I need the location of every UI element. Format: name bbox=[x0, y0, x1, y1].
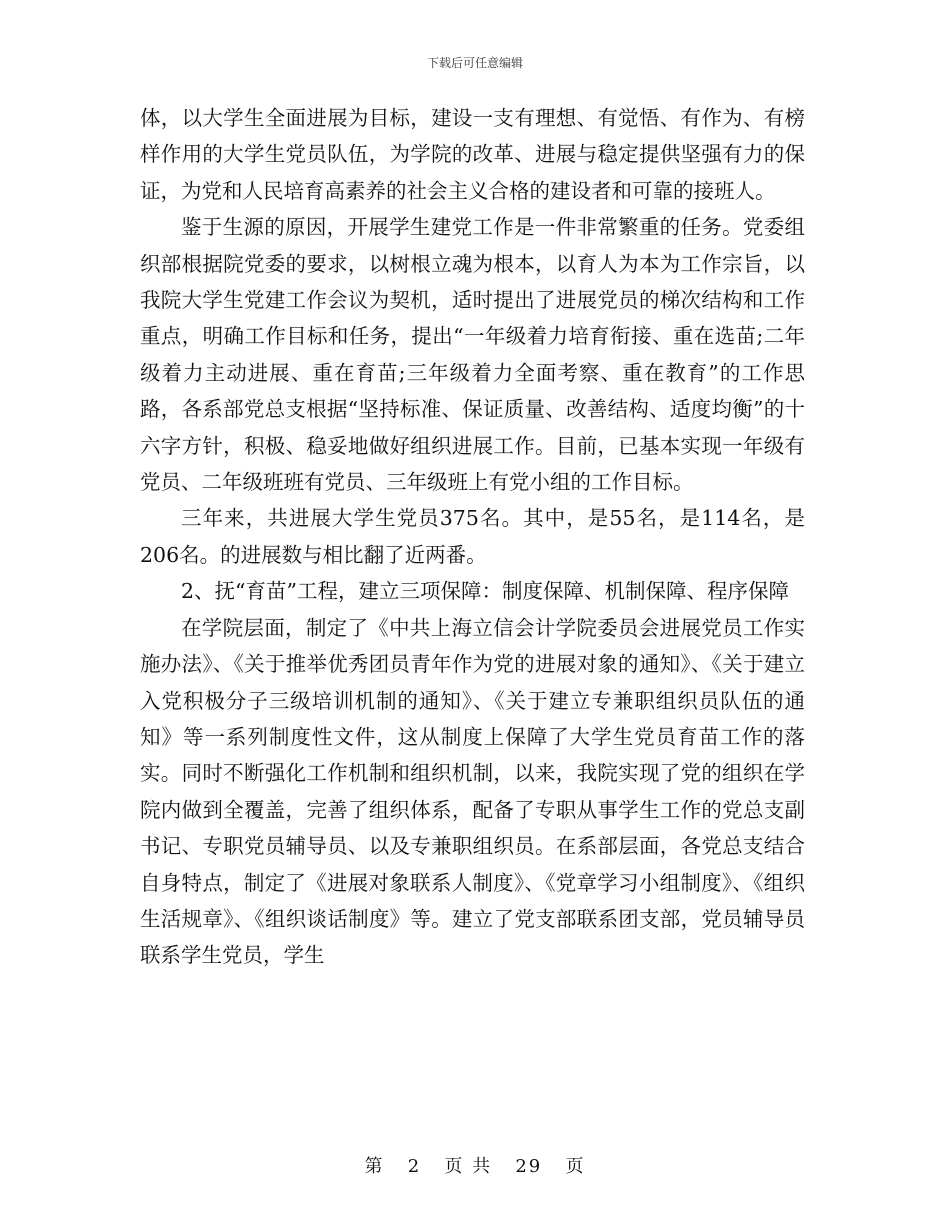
paragraph: 鉴于生源的原因，开展学生建党工作是一件非常繁重的任务。党委组织部根据院党委的要求，以树根立魂为根本，以育人为本为工作宗旨，以我院大学生党建工作会议为契机，适时提出了进展党员的梯次结构和工作重点，明确工作目标和任务，提出“一年级着力培育衔接、重在选苗;二年级着力主动进展、重在育苗;三年级着力全面考察、重在教育”的工作思路，各系部党总支根据“坚持标准、保证质量、改善结构、适度均衡”的十六字方针，积极、稳妥地做好组织进展工作。目前，已基本实现一年级有党员、二年级班班有党员、三年级班上有党小组的工作目标。 bbox=[140, 215, 805, 495]
body-text bbox=[140, 100, 805, 974]
footer-prefix: 第 bbox=[364, 1156, 385, 1177]
footer-middle: 页 共 bbox=[444, 1156, 493, 1177]
current-page-number: 2 bbox=[407, 1156, 422, 1177]
page-footer bbox=[0, 1152, 950, 1178]
header-note: 下载后可任意编辑 bbox=[426, 56, 523, 70]
footer-suffix: 页 bbox=[565, 1156, 586, 1177]
paragraph: 体，以大学生全面进展为目标，建设一支有理想、有觉悟、有作为、有榜样作用的大学生党员队伍，为学院的改革、进展与稳定提供坚强有力的保证，为党和人民培育高素养的社会主义合格的建设者和可靠的接班人。 bbox=[140, 106, 805, 203]
paragraph: 2、抚“育苗”工程，建立三项保障：制度保障、机制保障、程序保障 bbox=[181, 579, 790, 604]
total-pages-number: 29 bbox=[515, 1156, 543, 1177]
paragraph: 三年来，共进展大学生党员375名。其中，是55名，是114名，是206名。的进展数与相比翻了近两番。 bbox=[140, 506, 805, 567]
paragraph: 在学院层面，制定了《中共上海立信会计学院委员会进展党员工作实施办法》、《关于推举优秀团员青年作为党的进展对象的通知》、《关于建立入党积极分子三级培训机制的通知》、《关于建立专兼职组织员队伍的通知》等一系列制度性文件，这从制度上保障了大学生党员育苗工作的落实。同时不断强化工作机制和组织机制，以来，我院实现了党的组织在学院内做到全覆盖，完善了组织体系，配备了专职从事学生工作的党总支副书记、专职党员辅导员、以及专兼职组织员。在系部层面，各党总支结合自身特点，制定了《进展对象联系人制度》、《党章学习小组制度》、《组织生活规章》、《组织谈话制度》等。建立了党支部联系团支部，党员辅导员联系学生党员，学生 bbox=[140, 615, 805, 968]
